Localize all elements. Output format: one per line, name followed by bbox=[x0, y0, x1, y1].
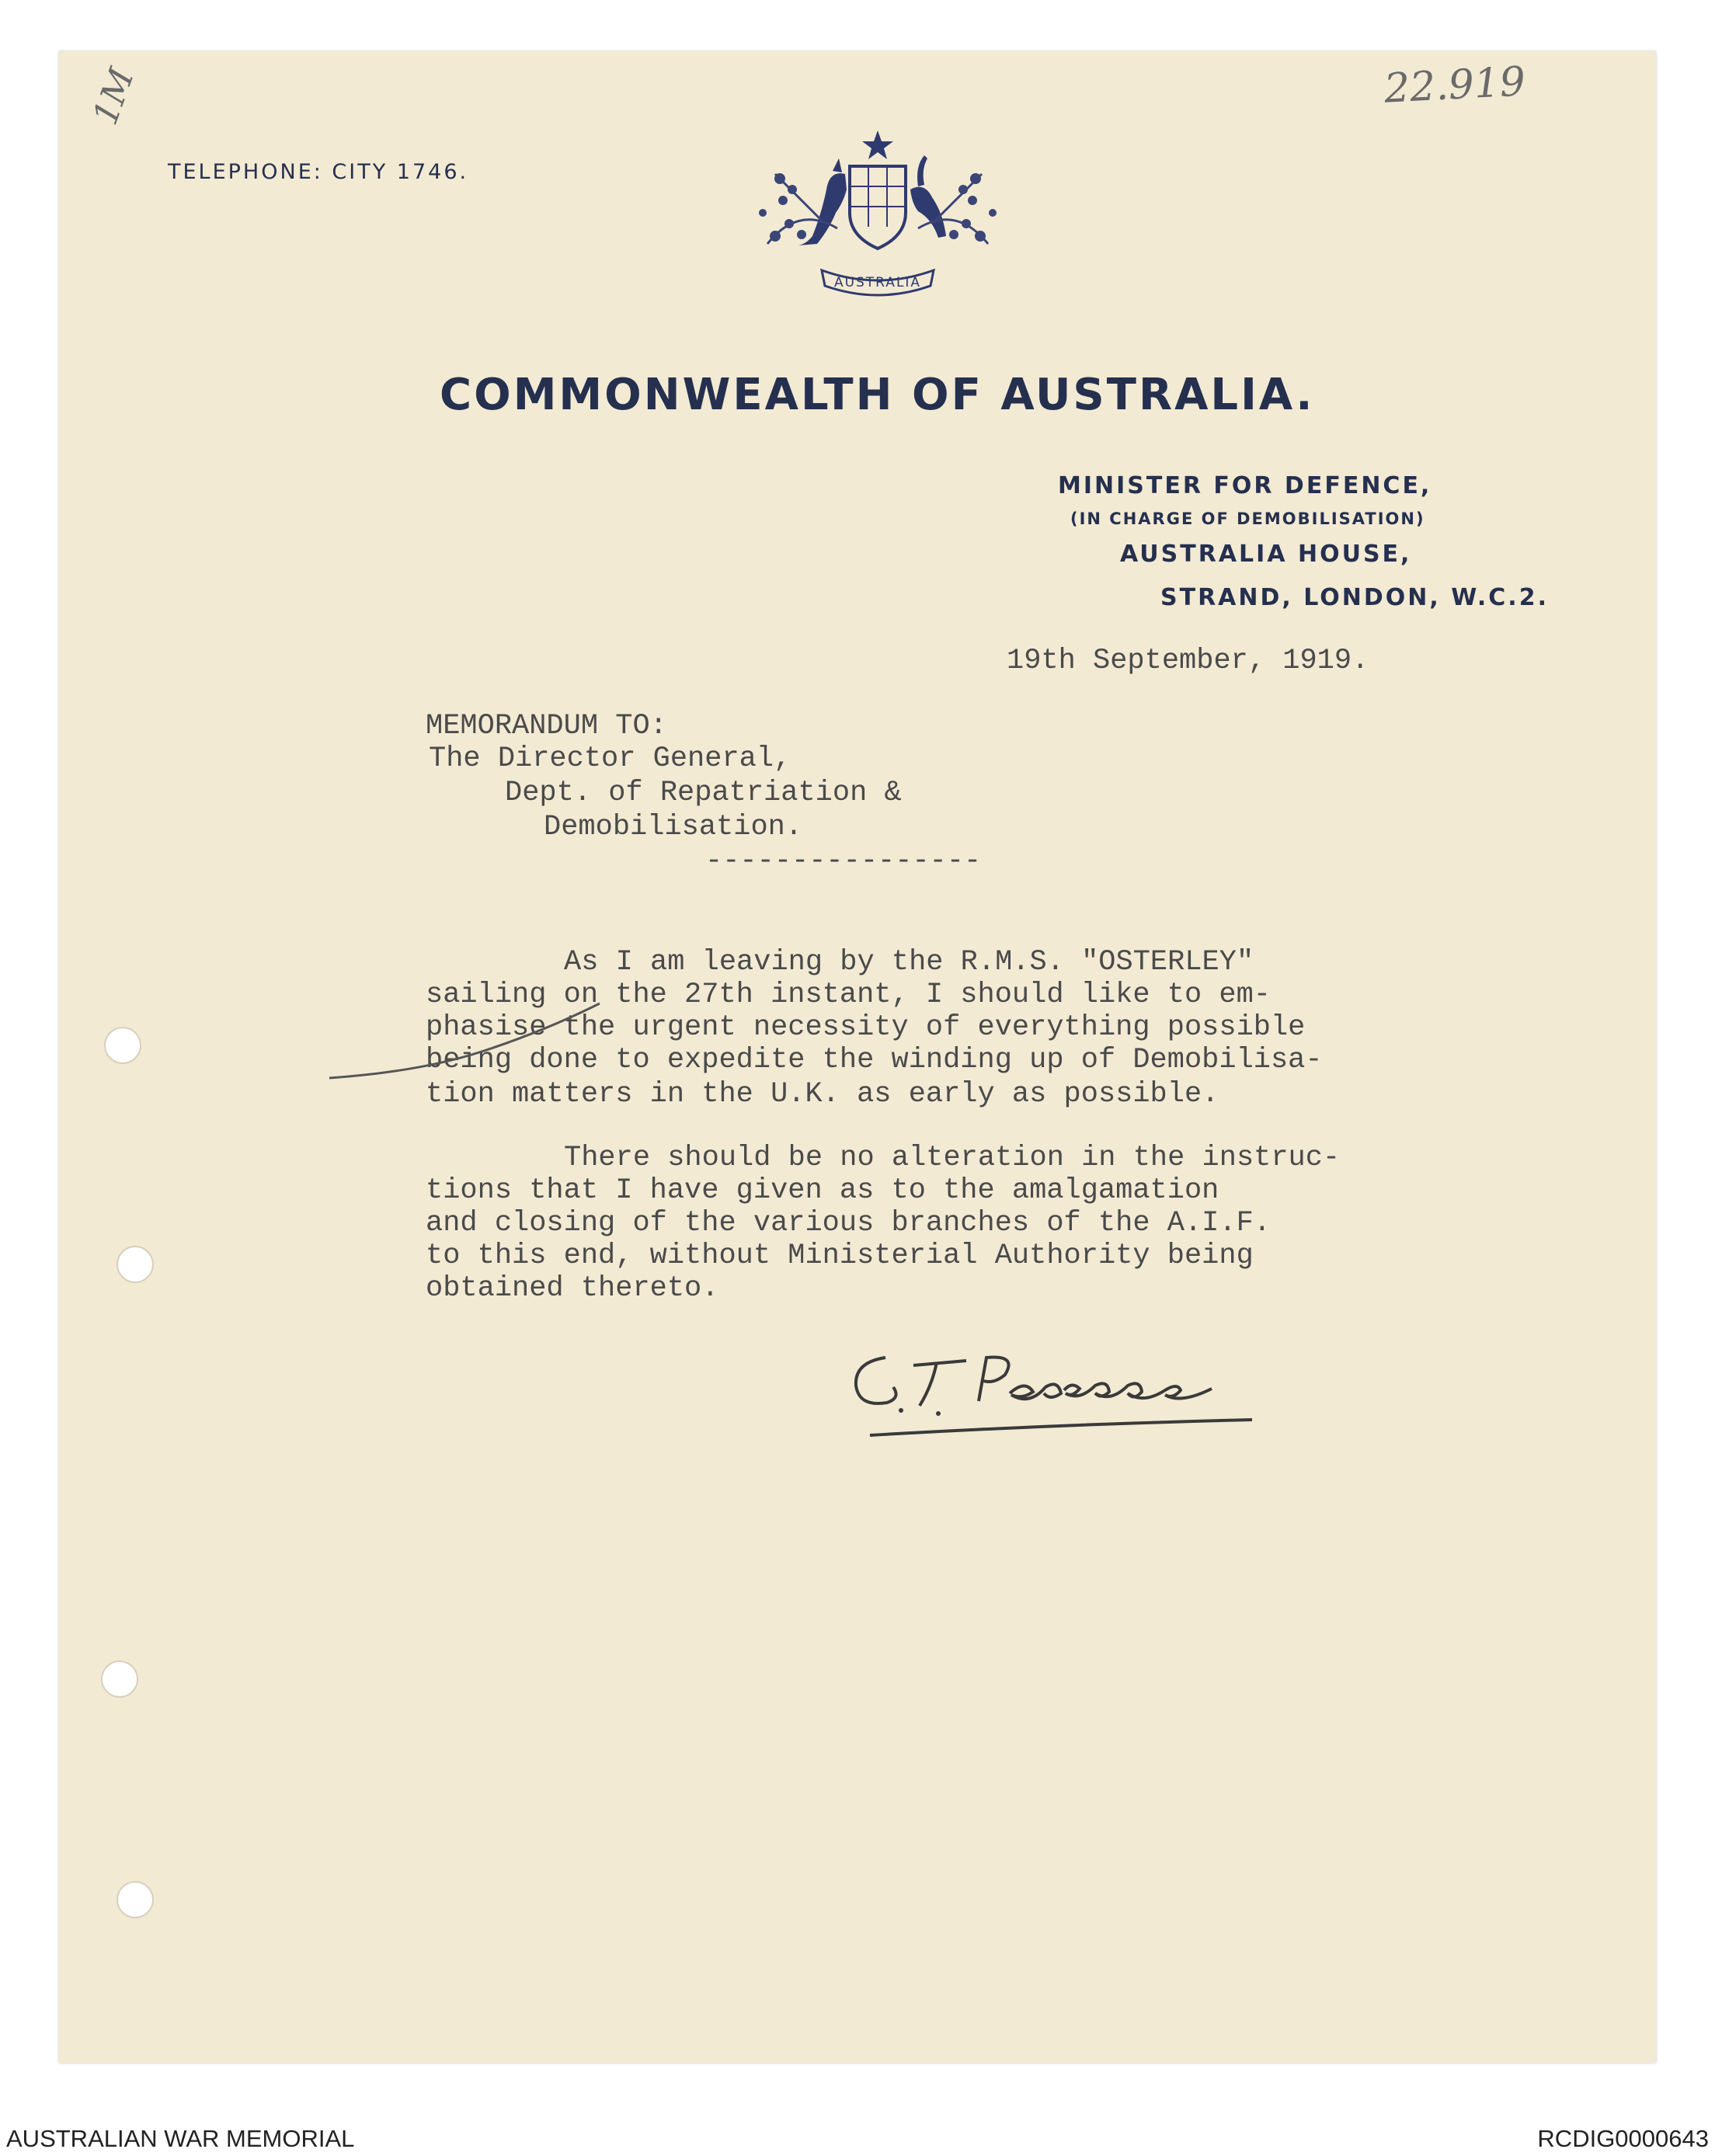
recipient-line: Demobilisation. bbox=[544, 811, 803, 843]
telephone-line: TELEPHONE: CITY 1746. bbox=[168, 160, 469, 184]
paragraph-2-line: tions that I have given as to the amalgamation bbox=[426, 1174, 1219, 1207]
office-line-australia-house: AUSTRALIA HOUSE, bbox=[1120, 541, 1412, 568]
paragraph-2-line: obtained thereto. bbox=[426, 1272, 719, 1305]
paragraph-1-line: phasise the urgent necessity of everything possible bbox=[426, 1011, 1306, 1044]
paragraph-2-line: and closing of the various branches of the A.I.F. bbox=[426, 1207, 1271, 1240]
punch-hole bbox=[101, 1660, 138, 1698]
paragraph-1-line: being done to expedite the winding up of Demobilisa- bbox=[426, 1044, 1323, 1076]
footer-archive-name: AUSTRALIAN WAR MEMORIAL bbox=[6, 2125, 355, 2152]
svg-text:AUSTRALIA: AUSTRALIA bbox=[833, 275, 922, 290]
handwritten-reference-number: 22.919 bbox=[1383, 58, 1527, 113]
paragraph-1-line: tion matters in the U.K. as early as possible. bbox=[426, 1078, 1219, 1111]
punch-hole bbox=[117, 1881, 154, 1918]
office-line-minister: MINISTER FOR DEFENCE, bbox=[1058, 472, 1432, 499]
pencil-mark bbox=[326, 997, 606, 1087]
footer-record-id: RCDIG0000643 bbox=[1537, 2125, 1709, 2152]
memo-date: 19th September, 1919. bbox=[1007, 645, 1369, 677]
office-line-strand: STRAND, LONDON, W.C.2. bbox=[1160, 584, 1549, 611]
punch-hole bbox=[104, 1027, 141, 1064]
paragraph-1-line: As I am leaving by the R.M.S. "OSTERLEY" bbox=[564, 946, 1254, 979]
handwritten-mark: 1M bbox=[85, 63, 142, 130]
memo-to-heading: MEMORANDUM TO: bbox=[426, 710, 667, 742]
paragraph-2-line: There should be no alteration in the instruc- bbox=[564, 1142, 1341, 1174]
coat-of-arms-emblem bbox=[752, 127, 1004, 308]
separator-rule: ---------------- bbox=[705, 845, 982, 878]
signature bbox=[839, 1339, 1258, 1455]
office-line-demobilisation: (IN CHARGE OF DEMOBILISATION) bbox=[1070, 509, 1425, 528]
letterhead-title: COMMONWEALTH OF AUSTRALIA. bbox=[440, 370, 1315, 420]
paragraph-1-line: sailing on the 27th instant, I should like to em- bbox=[426, 979, 1271, 1011]
recipient-line: Dept. of Repatriation & bbox=[505, 777, 902, 809]
paragraph-2-line: to this end, without Ministerial Authority being bbox=[426, 1240, 1254, 1272]
punch-hole bbox=[117, 1246, 154, 1283]
recipient-line: The Director General, bbox=[429, 742, 791, 775]
